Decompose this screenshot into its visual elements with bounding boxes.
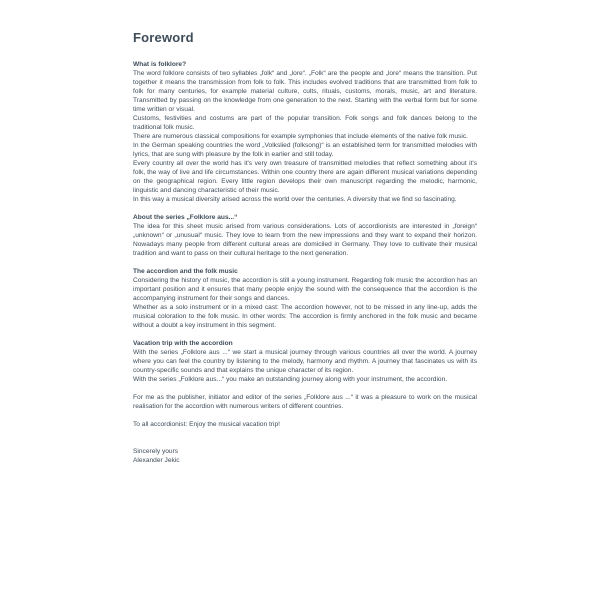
section-vacation-trip [133, 339, 477, 384]
section-heading-vacation-trip: Vacation trip with the accordion [133, 340, 233, 347]
foreword-content [133, 30, 477, 465]
paragraph: In this way a musical diversity arised across the world over the centuries. A diversity that we find so fascinating. [133, 196, 457, 203]
paragraph: The idea for this sheet music arised from various considerations. Lots of accordionists are interested in „foreign“ „unknown“ or „unusual“ music. They love to learn from the new impressions and they want to expand their horizon. Nowadays many people from different cultural areas are domiciled in Germany. They love to cultivate their musical tradition and want to pass on their cultural heritage to the next generation. [133, 223, 477, 257]
signature-line-name: Alexander Jekic [133, 457, 180, 464]
paragraph: There are numerous classical compositions for example symphonies that include elements of the native folk music. [133, 133, 468, 140]
paragraph: With the series „Folklore aus...“ you make an outstanding journey along with your instrument, the accordion. [133, 376, 448, 383]
paragraph: Customs, festivities and costums are part of the popular transition. Folk songs and folk dances belong to the traditional folk music. [133, 115, 477, 131]
section-about-the-series [133, 213, 477, 258]
paragraph: With the series „Folklore aus ...“ we start a musical journey through various countries all over the world. A journey where you can feel the country by listening to the melody, harmony and rhythm. A journey that fascinates us with its country-specific sounds and that explains the unique character of its region. [133, 349, 477, 374]
signature-line-greeting: Sincerely yours [133, 448, 179, 455]
paragraph: Considering the history of music, the accordion is still a young instrument. Regarding folk music the accordion has an important position and it ensures that many people enjoy the sound with the consequence that the accordion is the accompanying instrument for their songs and dances. [133, 277, 477, 302]
section-heading-what-is-folklore: What is folklore? [133, 61, 187, 68]
closing-paragraph: For me as the publisher, initiator and editor of the series „Folklore aus ...“ it was a pleasure to work on the musical realisation for the accordion with numerous writers of different countries. [133, 394, 477, 410]
section-accordion-and-folk-music [133, 267, 477, 330]
call-to-action-line: To all accordionist: Enjoy the musical vacation trip! [133, 421, 280, 428]
paragraph: Every country all over the world has it's very own treasure of transmitted melodies that reflect something about it's folk, the way of live and life circumstances. Within one country there are again different musical variations depending on the geographical region. Every little region develops their own manuscript regarding the melodic, harmonic, linguistic and dancing characteristic of their music. [133, 160, 477, 194]
paragraph: In the German speaking countries the word „Volkslied (folksong)“ is an established term for transmitted melodies with lyrics, that are sung with pleasure by the folk in earlier and still today. [133, 142, 477, 158]
page-title: Foreword [133, 30, 194, 45]
paragraph: The word folklore consists of two syllables „folk“ and „lore“. „Folk“ are the people and „lore“ means the transition. Put together it means the transmission from folk to folk. This includes evolved traditions that are transmitted from folk to folk for many centuries, for example material culture, cults, rituals, customs, morals, music, art and literature. Transmitted by passing on the knowledge from one generation to the next. Starting with the verbal form but for some time written or visual. [133, 70, 477, 113]
section-heading-about-the-series: About the series „Folklore aus...“ [133, 214, 238, 221]
paragraph: Whether as a solo instrument or in a mixed cast: The accordion however, not to be missed in any line-up, adds the musical coloration to the folk music. In other words: The accordion is firmly anchored in the folk music and became without a doubt a key instrument in this segment. [133, 304, 477, 329]
signature-block [133, 447, 477, 465]
section-heading-accordion-and-folk-music: The accordion and the folk music [133, 268, 238, 275]
section-what-is-folklore [133, 60, 477, 204]
